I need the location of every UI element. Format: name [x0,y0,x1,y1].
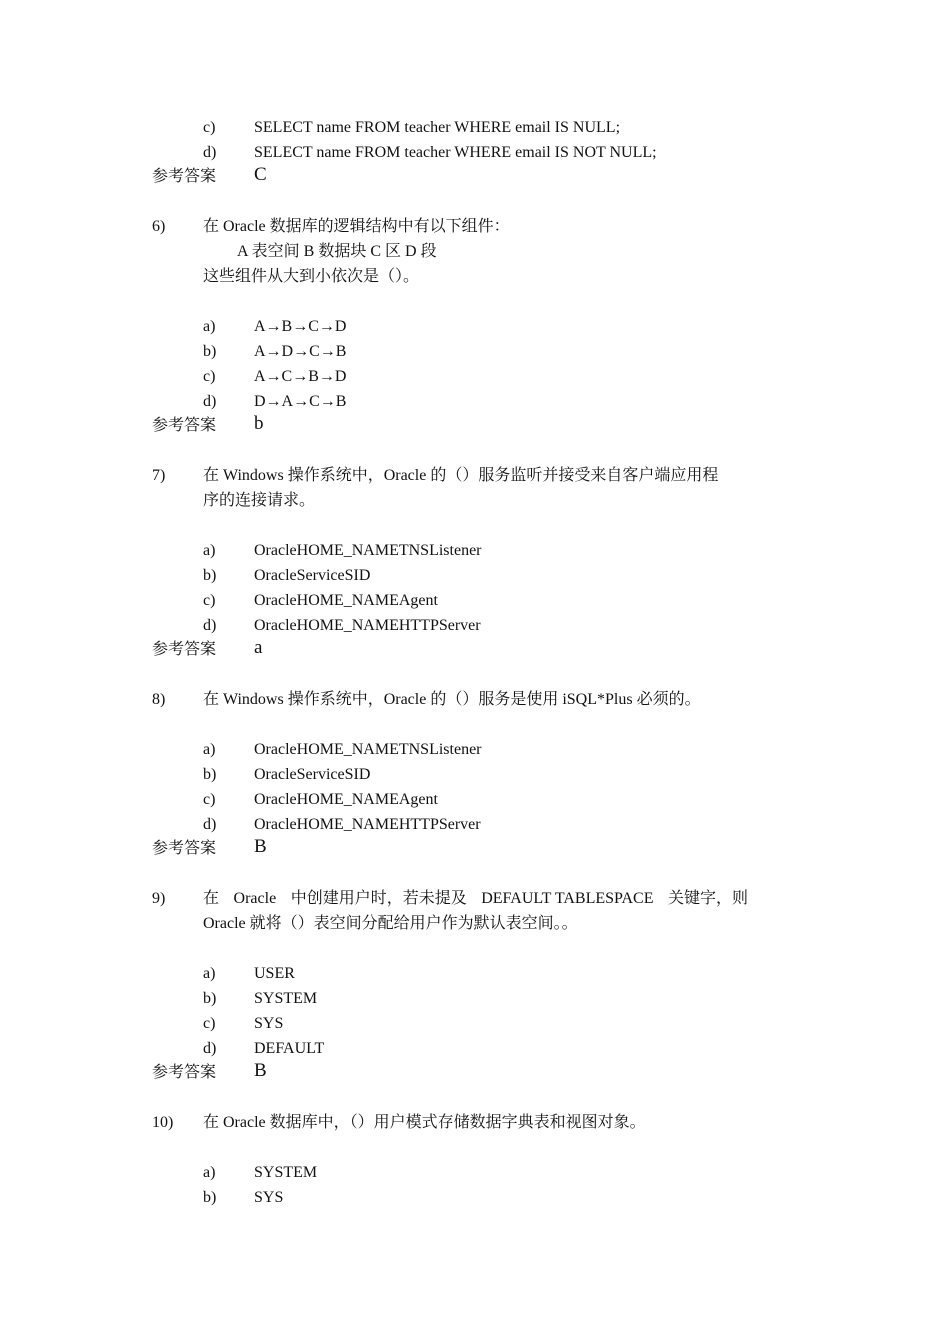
answer-value: a [254,637,263,658]
question-text: 在 Windows 操作系统中，Oracle 的（）服务监听并接受来自客户端应用程 [203,467,719,484]
question-number: 10) [152,1114,174,1131]
question-text: 在 Oracle 数据库中，（）用户模式存储数据字典表和视图对象。 [203,1114,646,1131]
option-label: a) [203,318,216,335]
option-label: c) [203,119,216,136]
option-text: OracleHOME_NAMEHTTPServer [254,816,481,833]
question-number: 8) [152,691,166,708]
question-number: 9) [152,890,166,907]
option-label: b) [203,990,217,1007]
option-text: SYS [254,1015,284,1032]
option-text: A→D→C→B [254,343,347,360]
question-text: 在 Windows 操作系统中，Oracle 的（）服务是使用 iSQL*Plus 必须的。 [203,691,701,708]
option-label: a) [203,741,216,758]
option-label: b) [203,766,217,783]
question-text: 这些组件从大到小依次是（）。 [203,268,420,285]
option-label: c) [203,368,216,385]
option-label: c) [203,592,216,609]
option-text: OracleServiceSID [254,567,371,584]
answer-label: 参考答案 [152,1064,217,1081]
question-text-part: Oracle [233,890,277,907]
option-text: A→B→C→D [254,318,347,335]
option-text: USER [254,965,295,982]
question-text: Oracle 就将（）表空间分配给用户作为默认表空间。。 [203,915,578,932]
option-label: b) [203,343,217,360]
option-label: c) [203,791,216,808]
option-text: OracleHOME_NAMEAgent [254,592,438,609]
question-components: A 表空间 B 数据块 C 区 D 段 [237,243,437,260]
option-text: A→C→B→D [254,368,347,385]
option-text: DEFAULT [254,1040,325,1057]
option-label: d) [203,1040,217,1057]
option-text: SYSTEM [254,990,318,1007]
option-text: SELECT name FROM teacher WHERE email IS NOT NULL; [254,144,657,161]
option-text: SYSTEM [254,1164,318,1181]
option-label: d) [203,816,217,833]
option-text: OracleHOME_NAMEHTTPServer [254,617,481,634]
answer-value: B [254,1060,267,1081]
question-text-part: DEFAULT TABLESPACE [481,890,654,907]
option-text: SELECT name FROM teacher WHERE email IS NULL; [254,119,621,136]
option-text: OracleHOME_NAMEAgent [254,791,438,808]
option-label: a) [203,542,216,559]
question-text-part: 中创建用户时，若未提及 [290,890,467,907]
answer-value: B [254,836,267,857]
option-text: OracleServiceSID [254,766,371,783]
answer-label: 参考答案 [152,840,217,857]
option-label: a) [203,1164,216,1181]
option-text: OracleHOME_NAMETNSListener [254,741,482,758]
question-number: 6) [152,218,166,235]
answer-label: 参考答案 [152,168,217,185]
option-label: d) [203,393,217,410]
question-text: 在 Oracle 数据库的逻辑结构中有以下组件： [203,218,510,235]
option-text: SYS [254,1189,284,1206]
option-label: a) [203,965,216,982]
answer-value: C [254,164,267,185]
option-label: c) [203,1015,216,1032]
option-label: d) [203,617,217,634]
option-label: d) [203,144,217,161]
question-text-part: 在 [203,890,220,907]
option-label: b) [203,567,217,584]
question-text: 序的连接请求。 [203,492,316,509]
question-text-part: 关键字，则 [667,890,748,907]
answer-label: 参考答案 [152,641,217,658]
question-number: 7) [152,467,166,484]
question-text [203,889,748,909]
option-text: D→A→C→B [254,393,347,410]
answer-label: 参考答案 [152,417,217,434]
option-label: b) [203,1189,217,1206]
option-text: OracleHOME_NAMETNSListener [254,542,482,559]
answer-value: b [254,413,264,434]
